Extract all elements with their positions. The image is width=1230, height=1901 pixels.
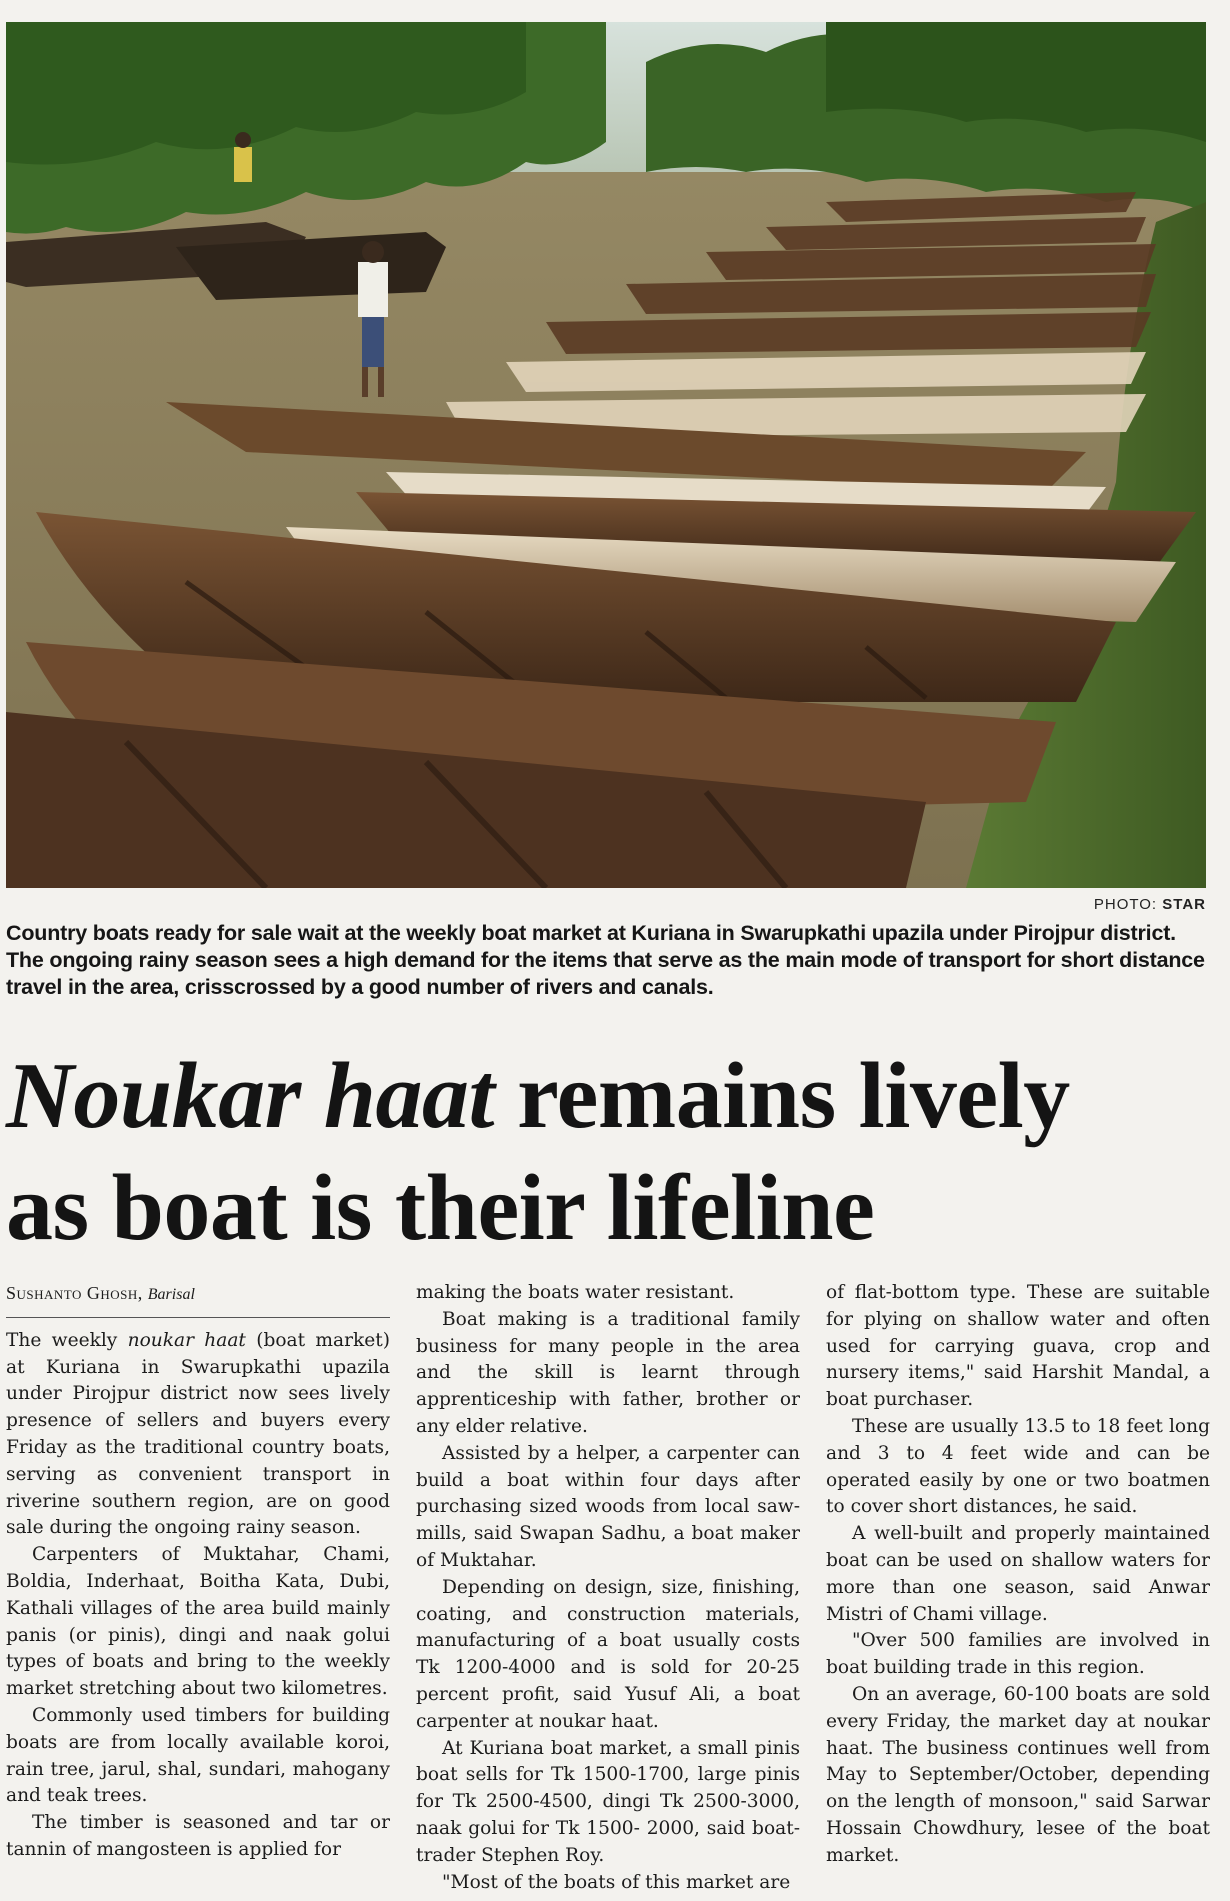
photo-credit-source: STAR xyxy=(1162,896,1206,913)
photo-credit xyxy=(1094,896,1206,913)
article-column-2 xyxy=(416,1280,800,1892)
paragraph: A well-built and properly maintained boat can be used on shallow waters for more than one season, said Anwar Mistri of Chami village. xyxy=(826,1523,1210,1625)
paragraph: Depending on design, size, finishing, coating, and construction materials, manufacturing of a boat usually costs Tk 1200-4000 and is sold for 20-25 percent profit, said Yusuf Ali, a boat carpenter at noukar haat. xyxy=(416,1576,800,1732)
photo-credit-label: PHOTO: xyxy=(1093,896,1163,913)
paragraph: "Over 500 families are involved in boat building trade in this region. xyxy=(826,1630,1210,1679)
paragraph: At Kuriana boat market, a small pinis boat sells for Tk 1500-1700, large pinis for Tk 2500-4500, dingi Tk 2500-3000, naak golui for Tk 1500- 2000, said boat-trader Stephen Roy. xyxy=(416,1737,800,1866)
paragraph: Assisted by a helper, a carpenter can build a boat within four days after purchasing sized woods from local saw-mills, said Swapan Sadhu, a boat maker of Muktahar. xyxy=(416,1442,800,1571)
headline-line2: as boat is their lifeline xyxy=(6,1156,875,1260)
byline-location: Barisal xyxy=(147,1286,195,1303)
article-column-3 xyxy=(826,1280,1210,1892)
paragraph: of flat-bottom type. These are suitable for plying on shallow water and often used for carrying guava, crop and nursery items," said Harshit Mandal, a boat purchaser. xyxy=(826,1282,1210,1411)
paragraph: On an average, 60-100 boats are sold every Friday, the market day at noukar haat. The business continues well from May to September/October, depending on the length of monsoon," said Sarwar Hossain Chowdhury, lesee of the boat market. xyxy=(826,1683,1210,1866)
paragraph: "Most of the boats of this market are xyxy=(442,1871,791,1892)
headline-italic: Noukar haat xyxy=(6,1044,495,1148)
headline-line1-rest: remains lively xyxy=(494,1044,1070,1148)
paragraph: Carpenters of Muktahar, Chami, Boldia, Inderhaat, Boitha Kata, Dubi, Kathali villages of the area build mainly panis (or pinis), dingi and naak golui types of boats and bring to the weekly market stretching about two kilometres. xyxy=(6,1544,390,1700)
photo-caption: Country boats ready for sale wait at the weekly boat market at Kuriana in Swarupkathi upazila under Pirojpur district. The ongoing rainy season sees a high demand for the items that serve as the main mode of transport for short distance travel in the area, crisscrossed by a good number of rivers and canals. xyxy=(6,921,1205,999)
paragraph: These are usually 13.5 to 18 feet long and 3 to 4 feet wide and can be operated easily by one or two boatmen to cover short distances, he said. xyxy=(826,1415,1210,1518)
byline: Sushanto Ghosh, Barisal xyxy=(6,1280,390,1318)
paragraph: The weekly noukar haat (boat market) at Kuriana in Swarupkathi upazila under Pirojpur district now sees lively presence of sellers and buyers every Friday as the traditional country boats, serving as convenient transport in riverine southern region, are on good sale during the ongoing rainy season. xyxy=(6,1329,390,1539)
paragraph: Boat making is a traditional family business for many people in the area and the skill is learnt through apprenticeship with father, brother or any elder relative. xyxy=(416,1308,800,1437)
article-body xyxy=(6,1280,1211,1892)
paragraph: making the boats water resistant. xyxy=(416,1282,735,1303)
article-photo xyxy=(6,22,1206,888)
article-column-1 xyxy=(6,1280,390,1892)
headline xyxy=(6,1040,1221,1264)
boats-illustration xyxy=(6,22,1206,888)
paragraph: The timber is seasoned and tar or tannin of mangosteen is applied for xyxy=(6,1812,390,1860)
paragraph: Commonly used timbers for building boats are from locally available koroi, rain tree, jarul, shal, sundari, mahogany and teak trees. xyxy=(6,1704,390,1807)
byline-author: Sushanto Ghosh xyxy=(6,1283,138,1303)
